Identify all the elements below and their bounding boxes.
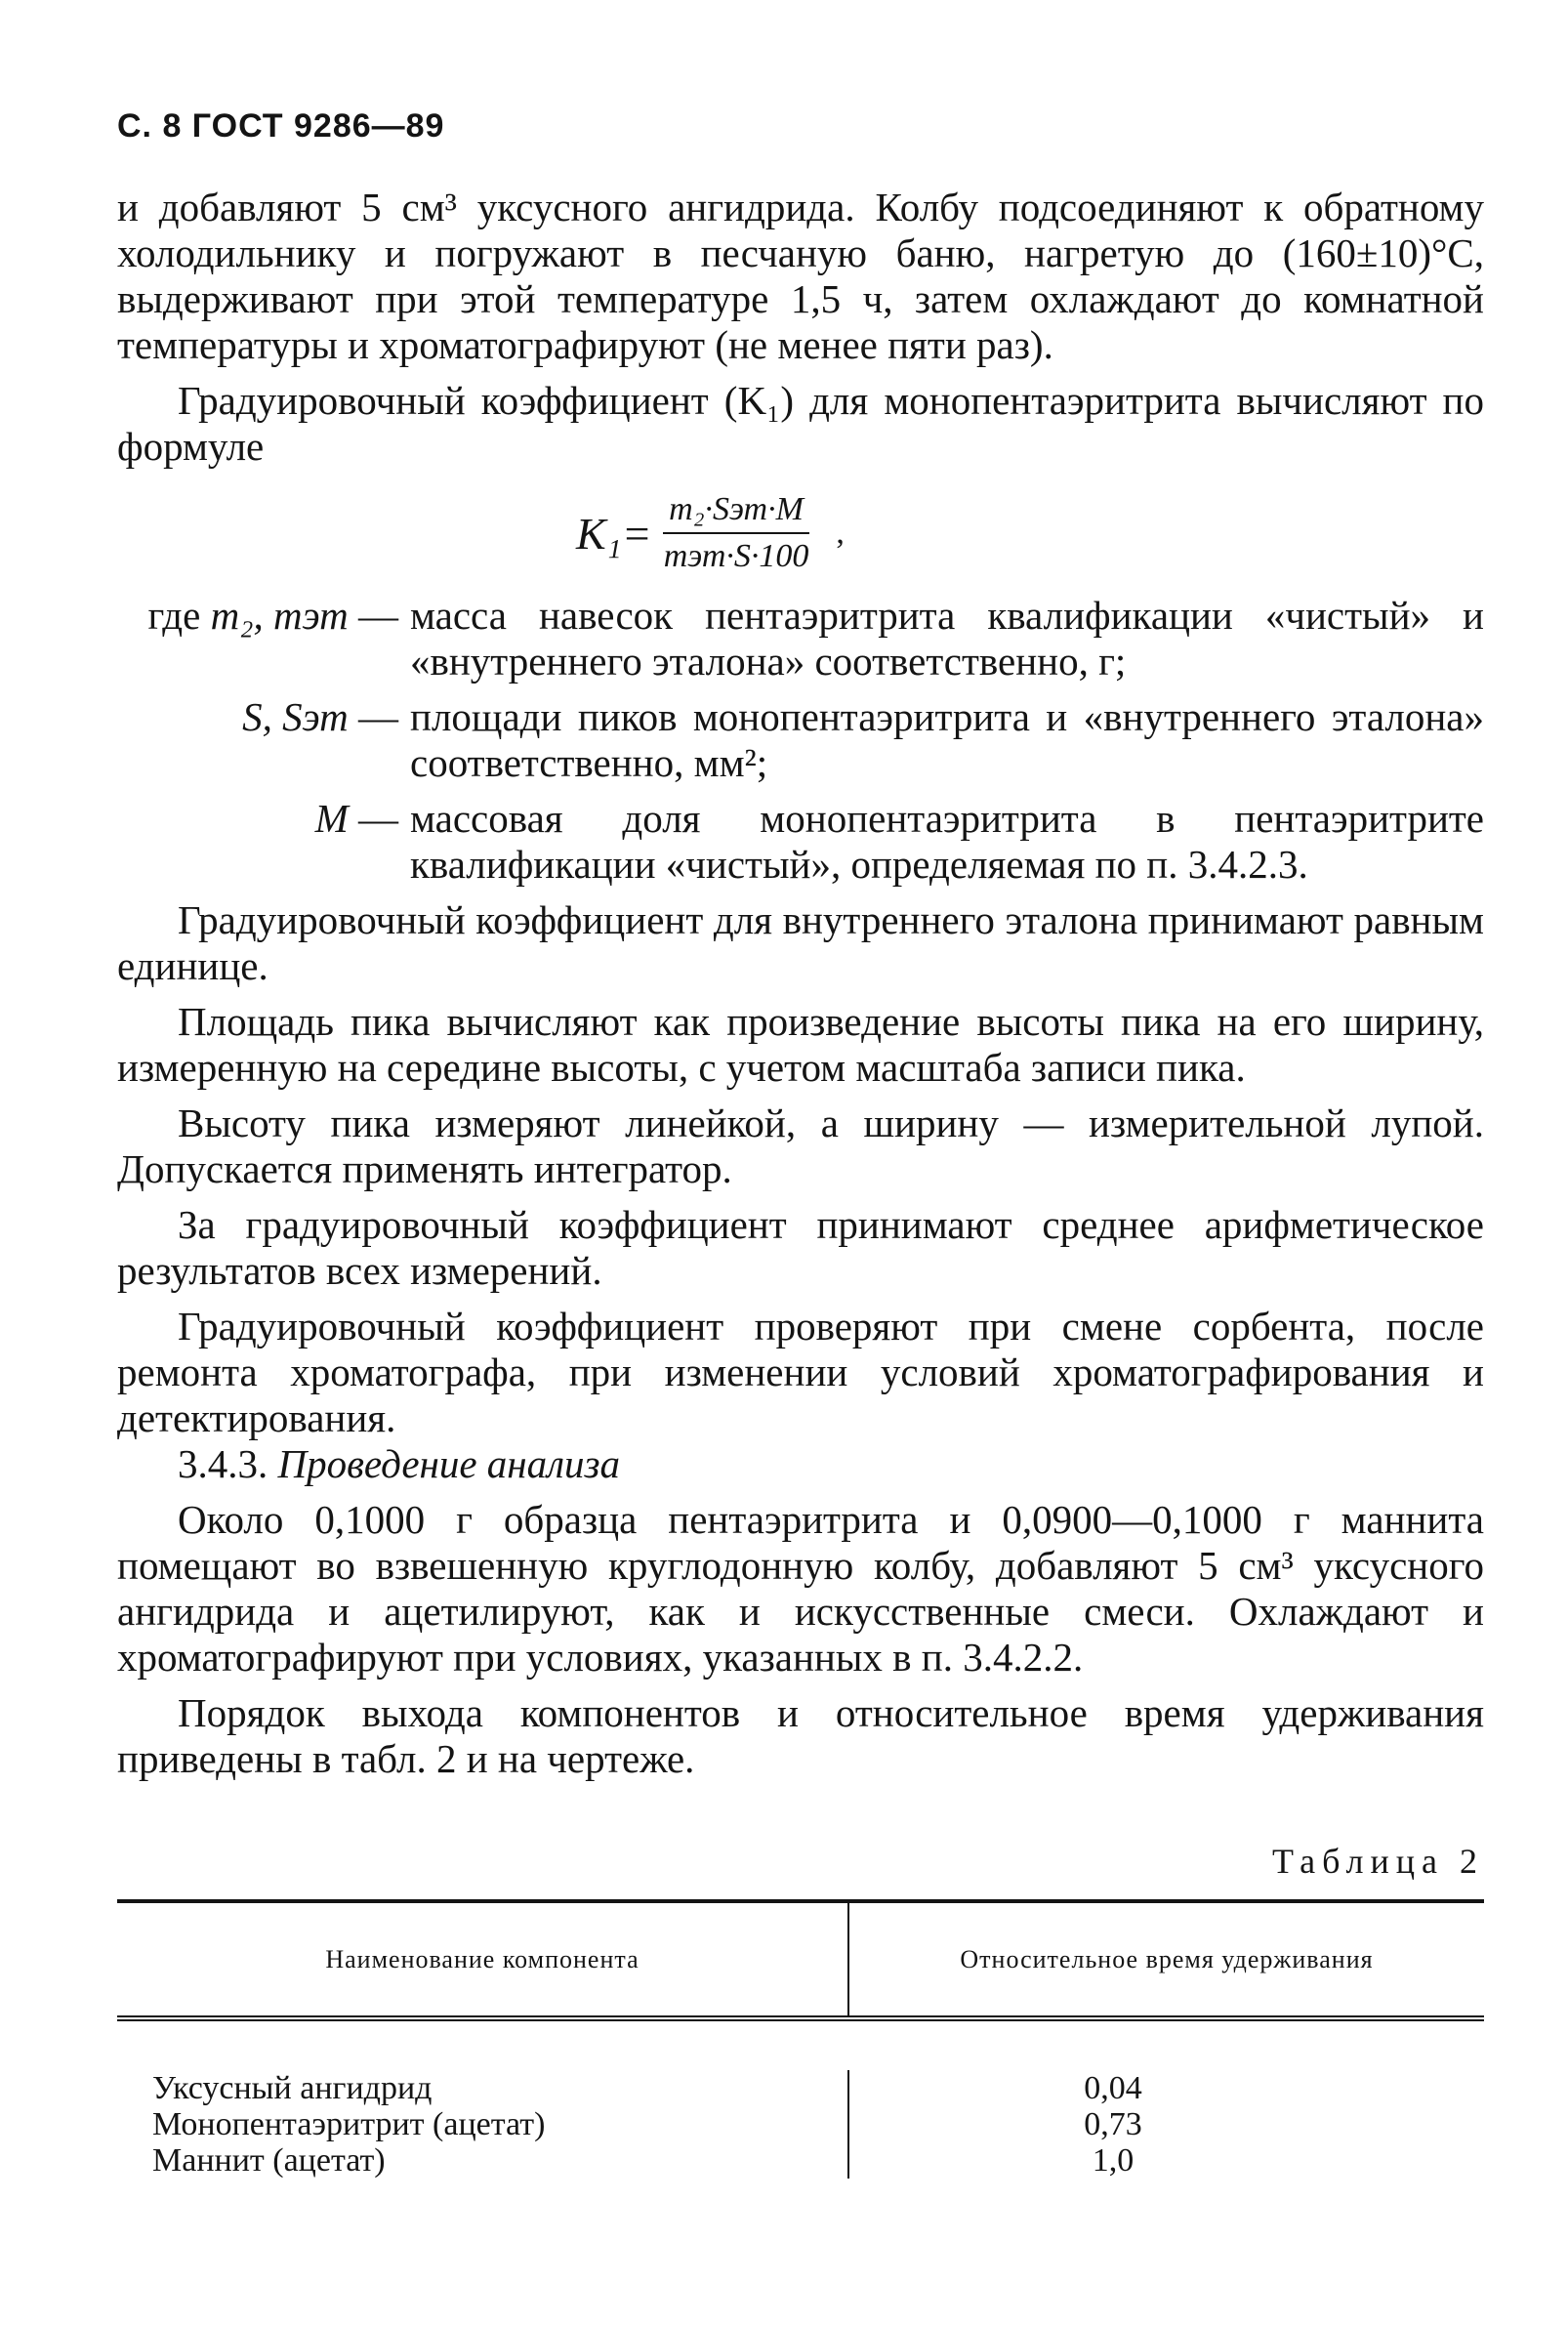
formula-numerator: m₂·Sэт·M bbox=[663, 491, 809, 534]
table-column-names bbox=[117, 2070, 849, 2179]
column-header-name: Наименование компонента bbox=[117, 1903, 849, 2015]
definition-text: площади пиков монопентаэритрита и «внутреннего эталона» соответственно, мм²; bbox=[410, 694, 1484, 785]
table-header bbox=[117, 1903, 1484, 2021]
table-cell-name: Маннит (ацетат) bbox=[152, 2142, 386, 2179]
paragraph: За градуировочный коэффициент принимают среднее арифметическое результатов всех измерений. bbox=[117, 1202, 1484, 1293]
table-cell-value: 0,04 bbox=[1084, 2070, 1142, 2106]
definitions-list bbox=[117, 593, 1484, 888]
paragraph: Градуировочный коэффициент для внутреннего эталона принимают равным единице. bbox=[117, 897, 1484, 988]
paragraph: Градуировочный коэффициент проверяют при смене сорбента, после ремонта хроматографа, при изменении условий хроматографирования и детектирования. bbox=[117, 1304, 1484, 1440]
paragraph: Площадь пика вычисляют как произведение высоты пика на его ширину, измеренную на середине высоты, с учетом масштаба записи пика. bbox=[117, 999, 1484, 1090]
table-caption: Таблица 2 bbox=[1272, 1842, 1484, 1881]
table-column-values bbox=[849, 2070, 1484, 2179]
analysis-paragraph: Порядок выхода компонентов и относительное время удерживания приведены в табл. 2 и на чертеже. bbox=[117, 1690, 1484, 1781]
column-header-retention: Относительное время удерживания bbox=[960, 1944, 1374, 1973]
analysis-paragraph: Около 0,1000 г образца пентаэритрита и 0,0900—0,1000 г маннита помещают во взвешенную круглодонную колбу, добавляют 5 см³ уксусного ангидрида и ацетилируют, как и искусственные смеси. Охлаждают и хроматографируют при условиях, указанных в п. 3.4.2.2. bbox=[117, 1497, 1484, 1680]
formula-lhs: K₁= bbox=[576, 508, 652, 559]
formula bbox=[576, 491, 1484, 575]
coefficient-intro: Градуировочный коэффициент (K₁) для монопентаэритрита вычисляют по формуле bbox=[117, 378, 1484, 469]
table-cell-value: 0,73 bbox=[1084, 2106, 1142, 2142]
definition-text: масса навесок пентаэритрита квалификации «чистый» и «внутреннего эталона» соответственно, г; bbox=[410, 593, 1484, 684]
data-table bbox=[117, 1899, 1484, 2179]
page-header: С. 8 ГОСТ 9286—89 bbox=[117, 107, 445, 145]
document-page bbox=[117, 107, 1484, 2179]
formula-denominator: mэт·S·100 bbox=[663, 538, 809, 574]
table-cell-value: 1,0 bbox=[1092, 2142, 1135, 2179]
intro-paragraph: и добавляют 5 см³ уксусного ангидрида. Колбу подсоединяют к обратному холодильнику и погружают в песчаную баню, нагретую до (160±10)°С, выдерживают при этой температуре 1,5 ч, затем охлаждают до комнатной температуры и хроматографируют (не менее пяти раз). bbox=[117, 185, 1484, 367]
table-cell-name: Уксусный ангидрид bbox=[152, 2070, 433, 2106]
table-cell-name: Монопентаэритрит (ацетат) bbox=[152, 2106, 546, 2142]
formula-trailing: , bbox=[836, 515, 845, 551]
definition-term: S, Sэт — bbox=[242, 694, 398, 739]
section-heading: 3.4.3. Проведение анализа bbox=[178, 1441, 621, 1486]
definition-term: где m₂, mэт — bbox=[147, 593, 398, 638]
paragraph: Высоту пика измеряют линейкой, а ширину — измерительной лупой. Допускается применять интегратор. bbox=[117, 1100, 1484, 1191]
table-body bbox=[117, 2021, 1484, 2179]
definition-term: M — bbox=[314, 796, 398, 841]
definition-text: массовая доля монопентаэритрита в пентаэритрите квалификации «чистый», определяемая по п. 3.4.2.3. bbox=[410, 796, 1484, 887]
formula-fraction bbox=[658, 491, 815, 575]
